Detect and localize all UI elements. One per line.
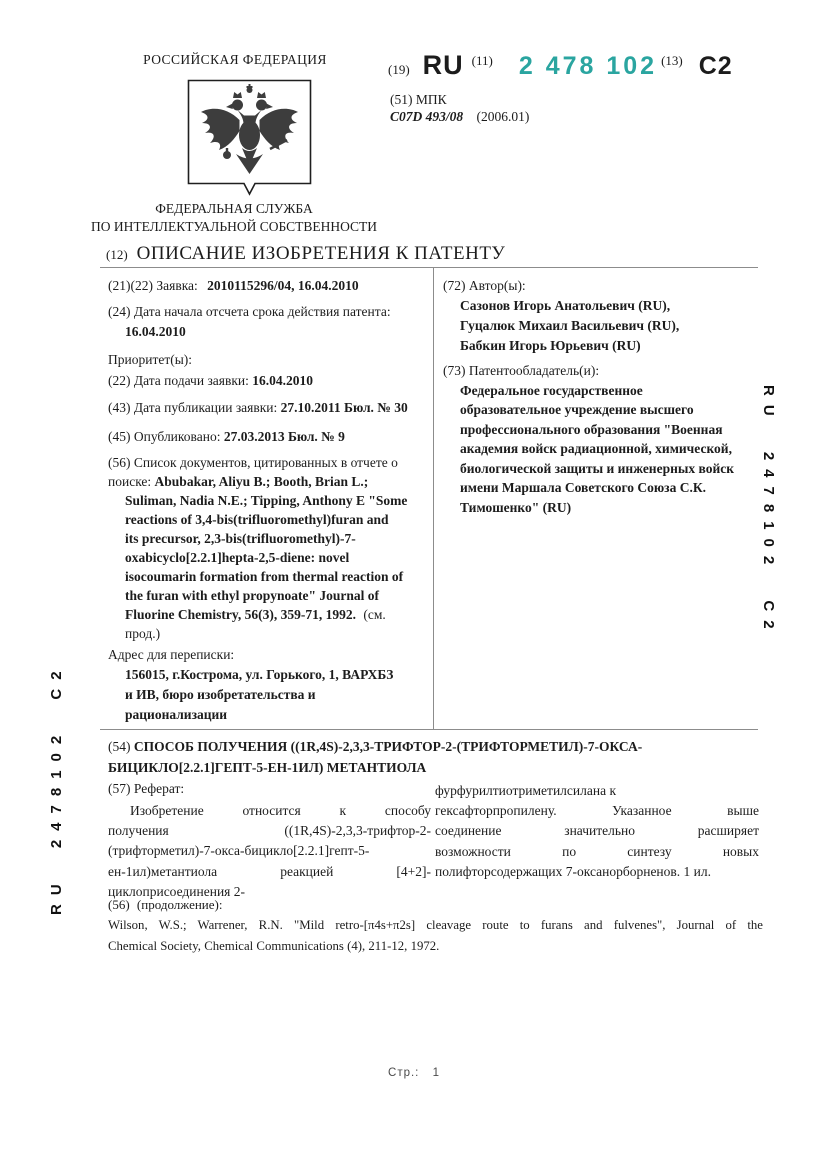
author-name: Гуцалюк Михаил Васильевич (RU), bbox=[460, 318, 680, 333]
doc-type-line bbox=[106, 243, 505, 265]
continuation-text bbox=[108, 915, 763, 956]
citation-text: Abubakar, Aliyu B.; Booth, Brian L.; bbox=[154, 474, 369, 489]
ipc-label: (51) МПК bbox=[390, 92, 447, 107]
holder-line: имени Маршала Советского Союза С.К. bbox=[460, 480, 707, 495]
header-divider bbox=[100, 267, 758, 268]
holder-line: Федеральное государственное bbox=[460, 382, 643, 398]
abstract-line: фурфурилтиотриметилсилана к bbox=[435, 783, 617, 798]
address-line: и ИВ, бюро изобретательства и bbox=[125, 687, 316, 702]
field-authors bbox=[443, 276, 748, 356]
invention-title-text: СПОСОБ ПОЛУЧЕНИЯ ((1R,4S)-2,3,3-ТРИФТОР-2-(ТРИФТОРМЕТИЛ)-7-ОКСА- bbox=[133, 739, 643, 754]
citations-label: (56) Список документов, цитированных в отчете о bbox=[108, 455, 398, 470]
citations-prefix: поиске: bbox=[108, 474, 155, 489]
address-line: рационализации bbox=[125, 707, 228, 722]
filing-date-label: (22) Дата подачи заявки: bbox=[108, 373, 249, 388]
citations-line: reactions of 3,4-bis(trifluoromethyl)furan and bbox=[125, 512, 389, 527]
citations-line: oxabicyclo[2.2.1]hepta-2,5-diene: novel bbox=[125, 550, 350, 565]
invention-title bbox=[108, 737, 763, 778]
abstract-line: Изобретение относится к способу bbox=[130, 803, 431, 818]
publication-label: (45) Опубликовано: bbox=[108, 429, 221, 444]
abstract-label-line bbox=[108, 781, 184, 797]
authority-line2: ПО ИНТЕЛЛЕКТУАЛЬНОЙ СОБСТВЕННОСТИ bbox=[90, 219, 378, 234]
ipc-code: C07D 493/08 bbox=[390, 109, 464, 124]
authority-name bbox=[84, 200, 384, 236]
page-footer bbox=[0, 1067, 828, 1079]
start-date-label: (24) Дата начала отсчета срока действия патента: bbox=[108, 304, 391, 319]
continuation-label-line bbox=[108, 897, 222, 913]
priority-header: Приоритет(ы): bbox=[108, 352, 193, 367]
abstract-line: полифторсодержащих 7-оксанорборненов. 1 ил. bbox=[435, 863, 711, 879]
abstract-line: (трифторметил)-7-окса-бицикло[2.2.1]гепт-5- bbox=[108, 843, 370, 859]
right-margin-publication-code: RU 2478102 C2 bbox=[760, 385, 777, 638]
field-application bbox=[108, 276, 430, 296]
invention-title-line bbox=[108, 737, 763, 758]
field-app-publication bbox=[108, 398, 433, 418]
field-start-date bbox=[108, 302, 432, 341]
inid-13: (13) bbox=[661, 53, 683, 68]
abstract-line: циклоприсоединения 2- bbox=[108, 883, 246, 899]
abstract-line: гексафторпропилену. Указанное выше bbox=[435, 803, 759, 819]
ipc-version: (2006.01) bbox=[476, 109, 530, 124]
abstract-label: Реферат: bbox=[133, 781, 185, 796]
app-publication-value: 27.10.2011 Бюл. № 30 bbox=[280, 400, 408, 415]
inid-11: (11) bbox=[471, 53, 493, 68]
ipc-line bbox=[390, 109, 529, 125]
coat-of-arms-icon bbox=[186, 78, 313, 207]
continuation-line: Chemical Society, Chemical Communications (4), 211-12, 1972. bbox=[108, 938, 440, 953]
holder-line: биологической защиты и инженерных войск bbox=[460, 460, 735, 476]
abstract-line: ен-1ил)метантиола реакцией [4+2]- bbox=[108, 863, 431, 879]
kind-code: C2 bbox=[698, 52, 733, 80]
field-publication bbox=[108, 427, 430, 447]
citations-line: isocoumarin formation from thermal reaction of bbox=[125, 569, 404, 584]
holder-line: образовательное учреждение высшего bbox=[460, 402, 694, 417]
biblio-bottom-divider bbox=[100, 729, 758, 730]
abstract-line: возможности по синтезу новых bbox=[435, 843, 759, 859]
publication-number: 2 478 102 bbox=[518, 52, 658, 80]
continuation-label: (продолжение): bbox=[136, 897, 223, 912]
inid-54: (54) bbox=[108, 739, 131, 754]
page-number: 1 bbox=[432, 1067, 440, 1079]
page-number-label: Стр.: bbox=[388, 1067, 420, 1079]
holder-line: профессионального образования "Военная bbox=[460, 421, 723, 437]
publication-value: 27.03.2013 Бюл. № 9 bbox=[223, 429, 345, 444]
abstract-left-column bbox=[108, 801, 431, 902]
publication-id-line bbox=[388, 50, 733, 81]
citations-line: the furan with ethyl propynoate" Journal of bbox=[125, 588, 380, 603]
citation-text: Fluorine Chemistry, 56(3), 359-71, 1992. bbox=[125, 607, 356, 622]
abstract-line: получения ((1R,4S)-2,3,3-трифтор-2- bbox=[108, 823, 431, 839]
citations-line bbox=[108, 472, 430, 491]
citations-line: Suliman, Nadia N.E.; Tipping, Anthony E "Some bbox=[125, 493, 408, 508]
inid-19: (19) bbox=[388, 62, 410, 77]
holder-line: Тимошенко" (RU) bbox=[460, 499, 572, 515]
author-name: Сазонов Игорь Анатольевич (RU), bbox=[460, 298, 671, 313]
citations-line bbox=[108, 605, 430, 624]
doc-type-title: ОПИСАНИЕ ИЗОБРЕТЕНИЯ К ПАТЕНТУ bbox=[136, 243, 506, 264]
citations-note-line: прод.) bbox=[125, 626, 161, 641]
inid-12: (12) bbox=[106, 247, 128, 262]
filing-date-value: 16.04.2010 bbox=[252, 373, 314, 388]
application-value: 2010115296/04, 16.04.2010 bbox=[207, 278, 359, 293]
authors-label: (72) Автор(ы): bbox=[443, 278, 526, 293]
app-publication-label: (43) Дата публикации заявки: bbox=[108, 400, 278, 415]
column-divider bbox=[433, 267, 434, 729]
start-date-value: 16.04.2010 bbox=[125, 323, 186, 339]
field-filing-date bbox=[108, 371, 430, 391]
inid-57: (57) bbox=[108, 781, 131, 796]
continuation-line: Wilson, W.S.; Warrener, R.N. "Mild retro-[π4s+π2s] cleavage route to furans and fulvenes", Journal of the bbox=[108, 918, 763, 932]
author-name: Бабкин Игорь Юрьевич (RU) bbox=[460, 338, 641, 353]
field-citations bbox=[108, 453, 430, 643]
holder-label: (73) Патентообладатель(и): bbox=[443, 363, 600, 378]
country-name: РОССИЙСКАЯ ФЕДЕРАЦИЯ bbox=[143, 52, 327, 67]
address-label: Адрес для переписки: bbox=[108, 647, 235, 662]
holder-line: академия войск радиационной, химической, bbox=[460, 441, 732, 456]
application-label: (21)(22) Заявка: bbox=[108, 278, 198, 293]
address-line: 156015, г.Кострома, ул. Горького, 1, ВАРХБЗ bbox=[125, 667, 394, 682]
inid-56-cont: (56) bbox=[108, 897, 130, 912]
country-code: RU bbox=[422, 50, 464, 80]
field-address bbox=[108, 645, 430, 725]
citations-note: (см. bbox=[363, 607, 386, 622]
invention-title-line: БИЦИКЛО[2.2.1]ГЕПТ-5-ЕН-1ИЛ) МЕТАНТИОЛА bbox=[108, 759, 427, 775]
abstract-right-column bbox=[435, 781, 759, 882]
left-margin-publication-code: RU 2478102 C2 bbox=[48, 662, 65, 915]
authority-line1: ФЕДЕРАЛЬНАЯ СЛУЖБА bbox=[155, 201, 313, 216]
abstract-line: соединение значительно расширяет bbox=[435, 823, 759, 839]
citations-line: its precursor, 2,3-bis(trifluoromethyl)-7- bbox=[125, 531, 356, 546]
field-holder bbox=[443, 361, 758, 517]
